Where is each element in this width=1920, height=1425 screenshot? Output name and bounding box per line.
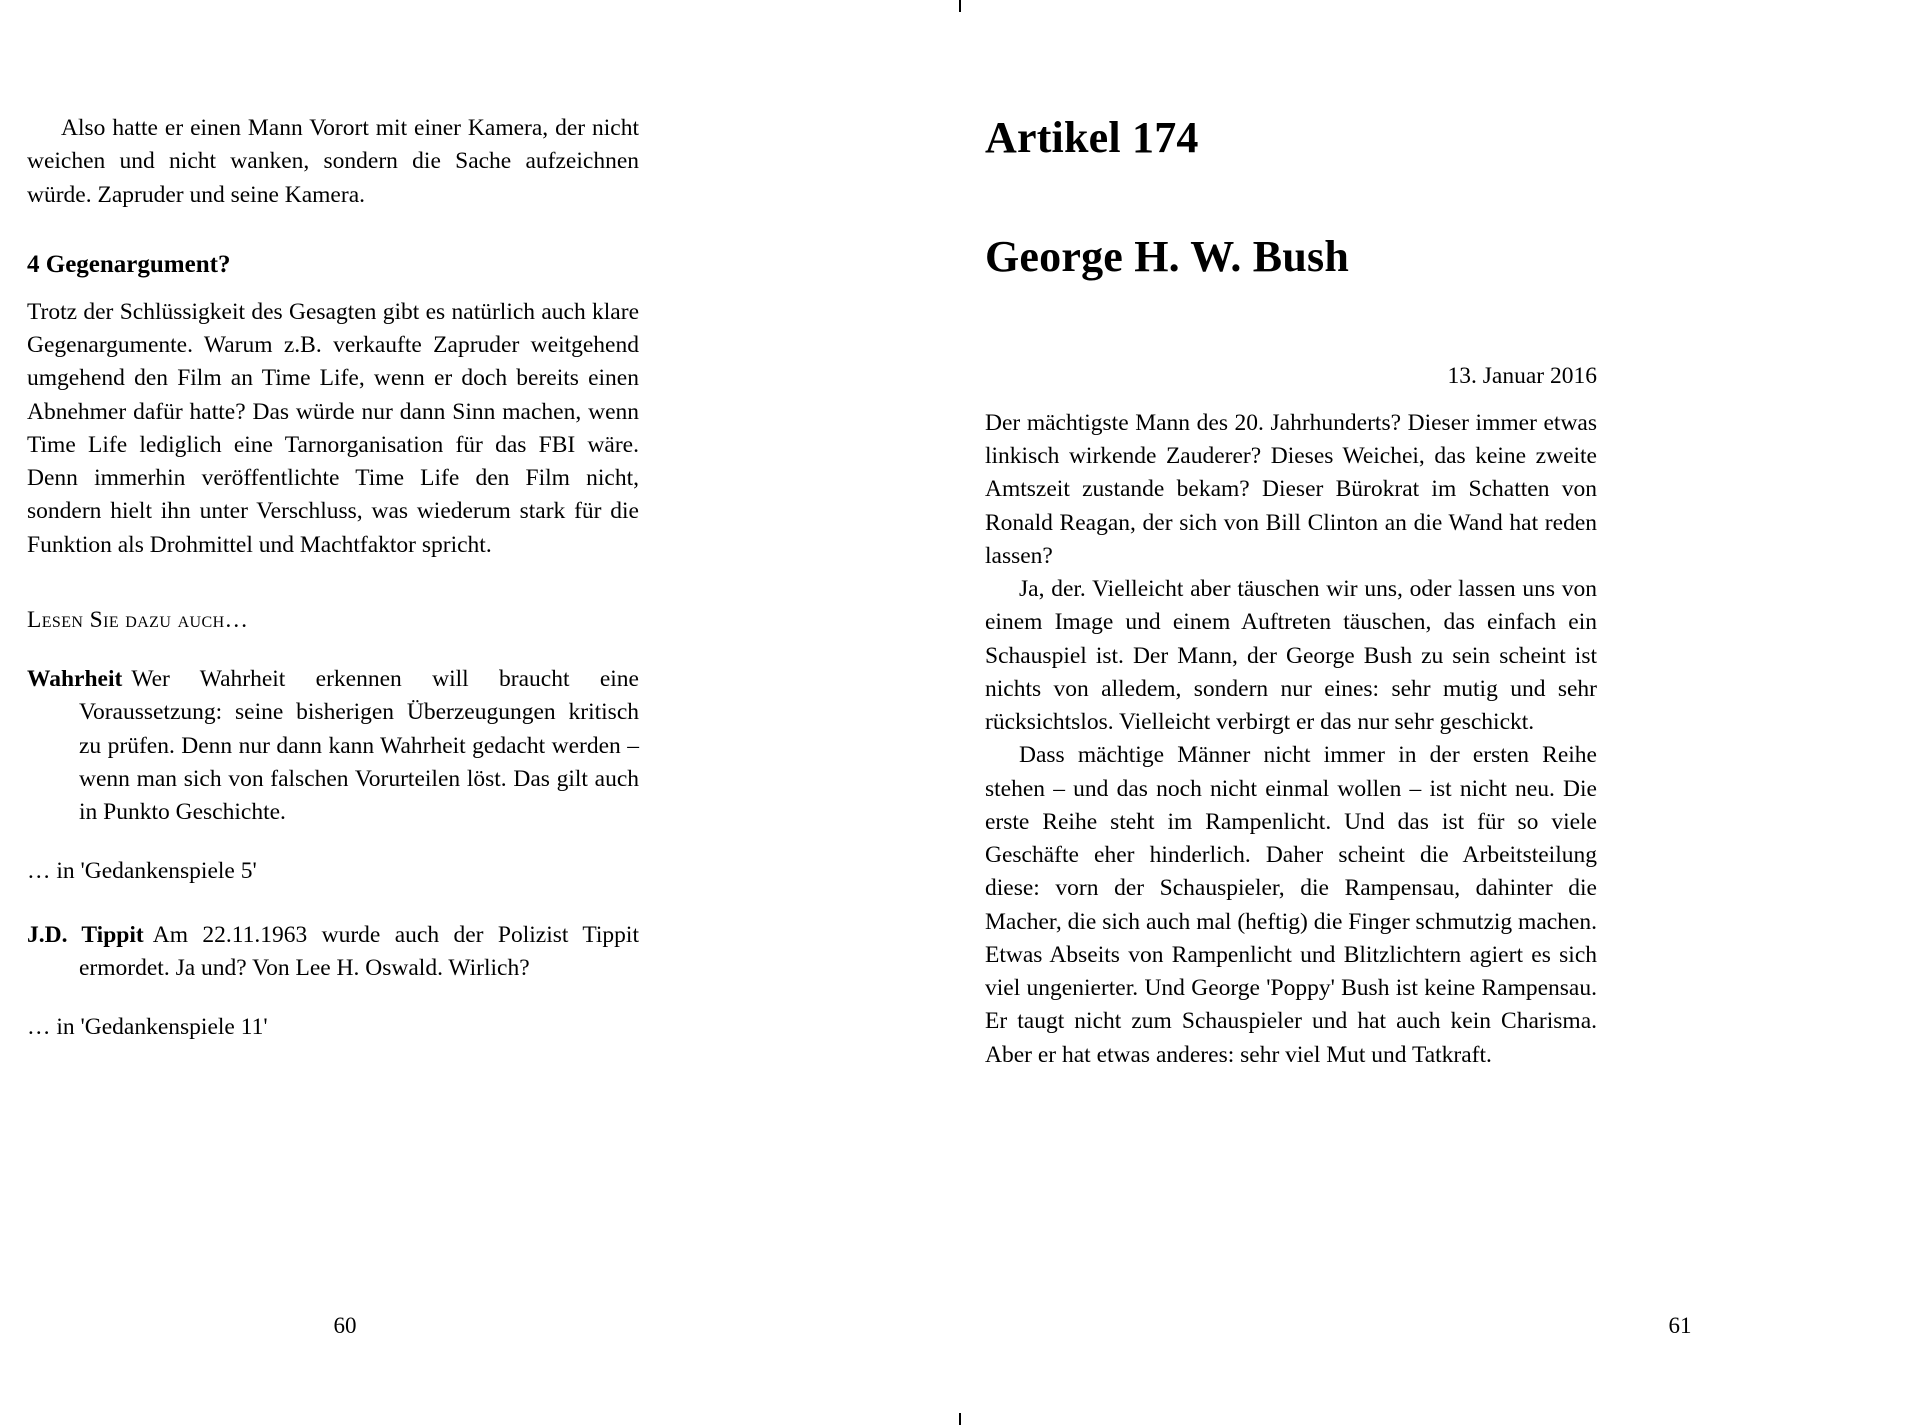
section-paragraph: Trotz der Schlüssigkeit des Gesagten gibt es natürlich auch klare Gegenargumente. Warum z.B. verkaufte Zapruder weitgehend umgehend den Film an Time Life, wenn er doch bereits einen Abnehmer dafür hatte? Das würde nur dann Sinn machen, wenn Time Life lediglich eine Tarnorganisation für das FBI wäre. Denn immerhin veröffentlichte Time Life den Film nicht, sondern hielt ihn unter Verschluss, was wiederum stark für die Funktion als Drohmittel und Machtfaktor spricht. (27, 298, 639, 558)
reference-text: Am 22.11.1963 wurde auch der Polizist Tippit ermordet. Ja und? Von Lee H. Oswald. Wirlich? (79, 921, 639, 981)
article-date: 13. Januar 2016 (1447, 362, 1597, 389)
reference-term: J.D. Tippit (27, 921, 144, 948)
article-number: Artikel 174 (985, 113, 1199, 162)
reference-source: … in 'Gedankenspiele 5' (27, 858, 257, 885)
article-paragraph: Ja, der. Vielleicht aber täuschen wir uns, oder lassen uns von einem Image und einem Auftreten täuschen, das einfach ein Schauspiel ist. Der Mann, der George Bush zu sein scheint ist nichts von alledem, sondern nur eines: sehr mutig und sehr rücksichtslos. Vielleicht verbirgt er das nur sehr geschickt. (985, 576, 1597, 736)
reference-term: Wahrheit (27, 666, 123, 692)
article-title: George H. W. Bush (985, 231, 1350, 281)
continued-paragraph: Also hatte er einen Mann Vorort mit einer Kamera, der nicht weichen und nicht wanken, sondern die Sache aufzeichnen würde. Zapruder und seine Kamera. (27, 115, 639, 208)
section-heading: 4 Gegenargument? (27, 250, 231, 278)
see-also-label: Lesen Sie dazu auch… (27, 606, 249, 633)
reference-source: … in 'Gedankenspiele 11' (27, 1014, 268, 1040)
page-number-right: 61 (1668, 1313, 1692, 1338)
left-page-content (27, 112, 639, 1074)
reference-text: Wer Wahrheit erkennen will braucht eine Voraussetzung: seine bisherigen Überzeugungen kritisch zu prüfen. Denn nur dann kann Wahrheit gedacht werden – wenn man sich von falschen Vorurteilen löst. Das gilt auch in Punkto Geschichte. (79, 666, 639, 825)
right-page (960, 0, 1920, 1425)
reference-entry (27, 919, 639, 986)
reference-entry (27, 663, 639, 829)
right-page-content (985, 112, 1597, 1072)
article-paragraph: Dass mächtige Männer nicht immer in der ersten Reihe stehen – und das noch nicht einmal wollen – ist nicht neu. Die erste Reihe steht im Rampenlicht. Und das ist für so viele Geschäfte eher hinderlich. Daher scheint die Arbeitsteilung diese: vorn der Schauspieler, die Rampensau, dahinter die Macher, die sich auch mal (heftig) die Finger schmutzig machen. Etwas Abseits von Rampenlicht und Blitzlichtern agiert es sich viel ungenierter. Und George 'Poppy' Bush ist keine Rampensau. Er taugt nicht zum Schauspieler und hat auch kein Charisma. Aber er hat etwas anderes: sehr viel Mut und Tatkraft. (985, 742, 1597, 1068)
article-paragraph: Der mächtigste Mann des 20. Jahrhunderts? Dieser immer etwas linkisch wirkende Zauderer? Dieses Weichei, das keine zweite Amtszeit zustande bekam? Dieser Bürokrat im Schatten von Ronald Reagan, der sich von Bill Clinton an die Wand hat reden lassen? (985, 409, 1597, 569)
article-body (985, 407, 1597, 1072)
page-number-left: 60 (333, 1313, 357, 1338)
